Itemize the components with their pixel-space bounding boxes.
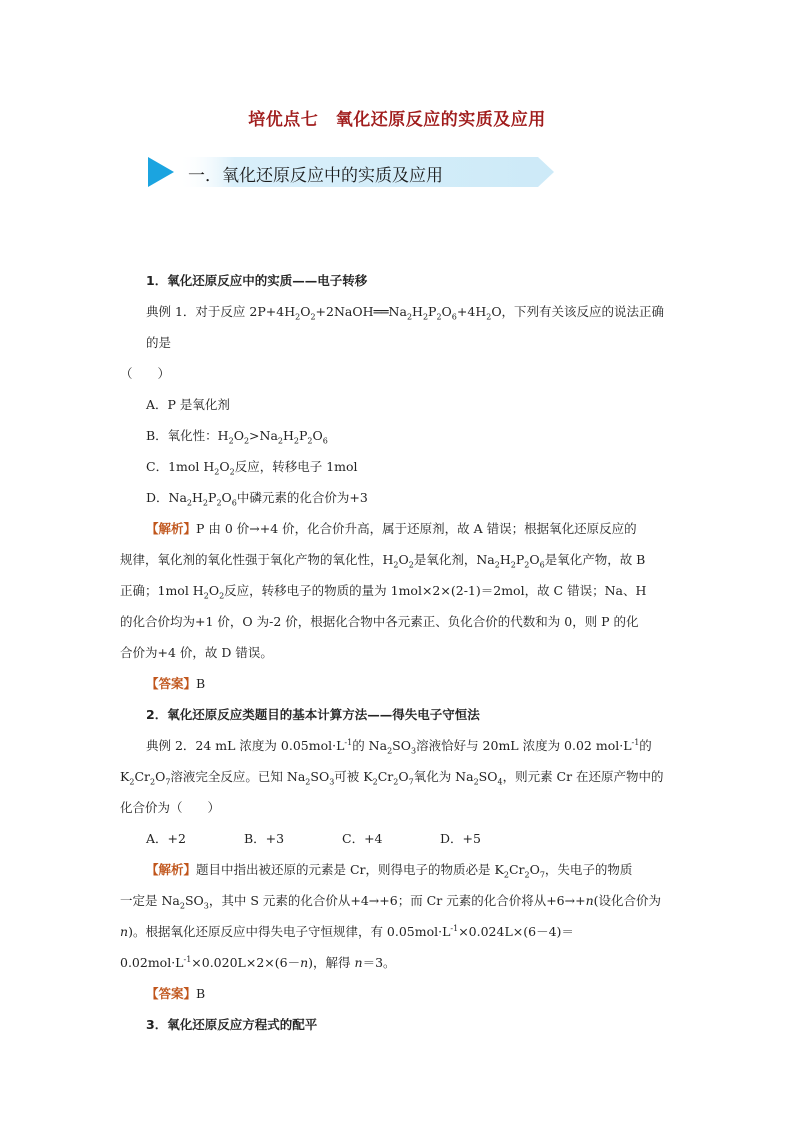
section-title: 一．氧化还原反应中的实质及应用 (188, 166, 443, 186)
analysis-1: 【解析】P 由 0 价→+4 价，化合价升高，属于还原剂，故 A 错误；根据氧化还原反应的 (146, 521, 637, 536)
answer-1: 【答案】B (146, 676, 206, 691)
example-1-paren: （ ） (120, 366, 171, 381)
page-title: 培优点七 氧化还原反应的实质及应用 (248, 110, 546, 130)
option-c: C．+4 (342, 831, 383, 846)
analysis-1-line-2: 规律，氧化剂的氧化性强于氧化产物的氧化性，$H_2O_2$是氧化剂，$Na_2H_2P_2O_6$是氧化产物，故 B (120, 552, 646, 570)
analysis-2-line-3: n)。根据氧化还原反应中得失电子守恒规律，有 $0.05mol\cdot L^{-1}\times 0.024L\times(6-4)=$ (120, 923, 574, 939)
analysis-1-line-5: 合价为+4 价，故 D 错误。 (120, 645, 273, 660)
answer-2: 【答案】B (146, 986, 206, 1001)
analysis-tag: 【解析】 (146, 521, 197, 536)
heading-1: 1．氧化还原反应中的实质——电子转移 (146, 273, 368, 288)
analysis-2-line-4: $0.02mol\cdot L^{-1}\times 0.020L\times 2\times(6-n)$，解得 n＝3。 (120, 954, 396, 970)
heading-3: 3．氧化还原反应方程式的配平 (146, 1017, 318, 1032)
option-d: D．+5 (440, 831, 481, 846)
example-1-stem: 典例 1．对于反应 $2P+4H_2O_2+2NaOH══Na_2H_2P_2O_6+4H_2O$，下列有关该反应的说法正确的是 (146, 304, 665, 350)
answer-tag: 【答案】 (146, 986, 197, 1001)
section-banner (148, 155, 554, 189)
example-2-line-2: $K_2Cr_2O_7$溶液完全反应。已知 $Na_2SO_3$可被 $K_2Cr_2O_7$氧化为 $Na_2SO_4$，则元素 Cr 在还原产物中的 (120, 769, 664, 787)
analysis-1-line-4: 的化合价均为+1 价，O 为-2 价，根据化合物中各元素正、负化合价的代数和为 0，则 P 的化 (120, 614, 639, 629)
answer-tag: 【答案】 (146, 676, 197, 691)
option-c: C．1mol $H_2O_2$反应，转移电子 1mol (146, 459, 358, 477)
option-a: A．+2 (146, 831, 186, 846)
heading-2: 2．氧化还原反应类题目的基本计算方法——得失电子守恒法 (146, 707, 480, 722)
option-d: D．$Na_2H_2P_2O_6$中磷元素的化合价为+3 (146, 490, 368, 508)
analysis-2: 【解析】题目中指出被还原的元素是 Cr，则得电子的物质必是 $K_2Cr_2O_7$，失电子的物质 (146, 862, 633, 880)
example-2-line-3: 化合价为（ ） (120, 800, 221, 815)
document-body (120, 265, 676, 1040)
example-2-stem: 典例 2．24 mL 浓度为 $0.05mol\cdot L^{-1}$的 $Na_2SO_3$溶液恰好与 20mL 浓度为 0.02 $mol\cdot L^{-1}$的 (146, 737, 652, 756)
example-2-options (120, 823, 676, 854)
option-b: B．+3 (244, 831, 285, 846)
analysis-1-line-3: 正确；1mol $H_2O_2$反应，转移电子的物质的量为 1mol×2×(2-1)＝2mol，故 C 错误；Na、H (120, 583, 647, 601)
analysis-tag: 【解析】 (146, 862, 197, 877)
option-b: B．氧化性：$H_2O_2>Na_2H_2P_2O_6$ (146, 428, 328, 446)
option-a: A．P 是氧化剂 (146, 397, 230, 412)
analysis-2-line-2: 一定是 $Na_2SO_3$，其中 S 元素的化合价从+4→+6；而 Cr 元素的化合价将从+6→+n(设化合价为 (120, 893, 662, 911)
